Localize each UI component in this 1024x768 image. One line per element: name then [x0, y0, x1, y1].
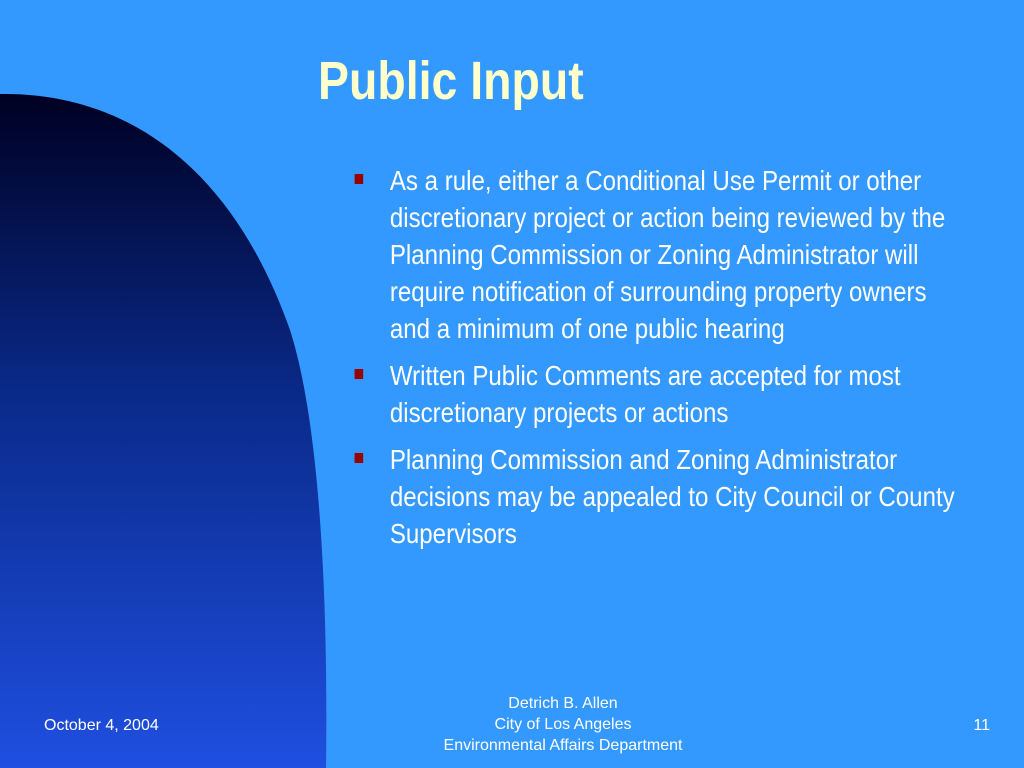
footer-date: October 4, 2004: [44, 717, 159, 734]
page-title: Public Input: [318, 51, 584, 111]
list-item: [352, 357, 971, 431]
bullet-list: [352, 162, 971, 562]
bullet-text: Written Public Comments are accepted for most discretionary projects or actions: [389, 360, 901, 428]
list-item: [352, 441, 971, 552]
list-item: [352, 162, 971, 347]
bullet-text: As a rule, either a Conditional Use Permit or other discretionary project or action being reviewed by the Planning Commission or Zoning Administrator will require notification of surrounding property owners and a minimum of one public hearing: [389, 165, 946, 344]
square-bullet-icon: [355, 174, 364, 184]
square-bullet-icon: [355, 453, 364, 463]
bullet-text: Planning Commission and Zoning Administrator decisions may be appealed to City Council or County Supervisors: [389, 444, 955, 549]
footer-credits: [390, 693, 736, 756]
square-bullet-icon: [355, 369, 364, 379]
footer-department: Environmental Affairs Department: [443, 737, 683, 754]
footer-author: Detrich B. Allen: [508, 695, 618, 712]
page-number: 11: [973, 717, 990, 734]
footer-organization: City of Los Angeles: [494, 716, 632, 733]
